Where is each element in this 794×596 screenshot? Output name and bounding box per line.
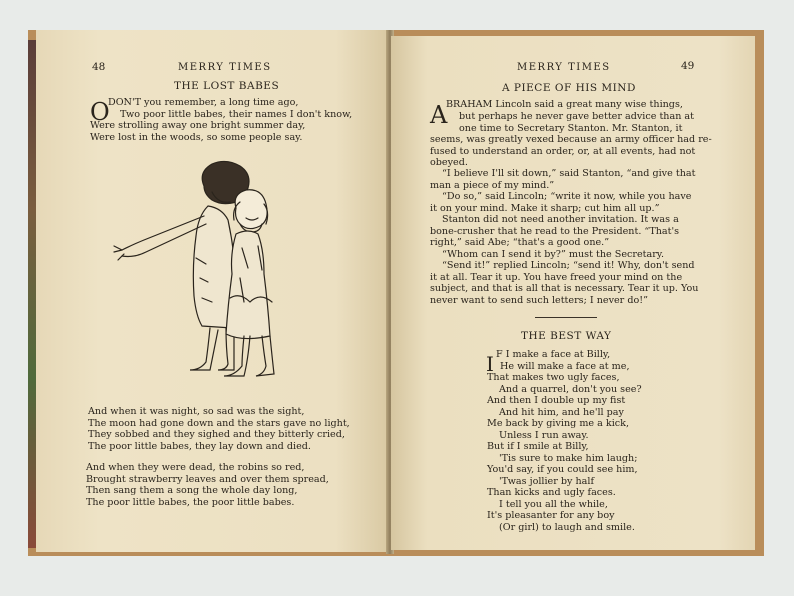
verse-line: He will make a face at me, xyxy=(500,360,630,372)
verse-line: Were lost in the woods, so some people say. xyxy=(90,131,303,143)
verse-line: DON'T you remember, a long time ago, xyxy=(108,97,299,108)
paragraph-line: Stanton did not need another invitation. It was a xyxy=(442,214,679,225)
verse-line: Two poor little babes, their names I don't know, xyxy=(120,108,353,120)
paragraph-line: never want to send such letters; I never do!” xyxy=(430,294,648,306)
verse-line: The moon had gone down and the stars gave no light, xyxy=(88,417,350,429)
verse-line: I tell you all the while, xyxy=(499,498,608,510)
paragraph-line: it at all. Tear it up. You have freed your mind on the xyxy=(430,271,683,283)
lost-babes-drop-cap: O xyxy=(90,98,110,126)
paragraph-line: “Do so,” said Lincoln; “write it now, while you have xyxy=(442,191,692,202)
piece-of-mind-para-rest xyxy=(430,134,712,169)
left-running-head: MERRY TIMES xyxy=(178,62,272,73)
paragraph-line: obeyed. xyxy=(430,157,468,168)
verse-line: And when they were dead, the robins so red, xyxy=(86,462,305,473)
lost-babes-stanza-1 xyxy=(108,97,352,120)
best-way-drop-cap: I xyxy=(486,352,494,376)
right-running-head: MERRY TIMES xyxy=(517,62,611,73)
verse-line: And when it was night, so sad was the sight, xyxy=(88,406,305,417)
paragraph-line: bone-crusher that he read to the President. “That's xyxy=(430,225,680,237)
lost-babes-illustration xyxy=(112,158,302,390)
verse-line: They sobbed and they sighed and they bitterly cried, xyxy=(88,429,345,440)
paragraph-line: it on your mind. Make it sharp; cut him all up.” xyxy=(430,202,660,214)
lost-babes-title: THE LOST BABES xyxy=(174,80,280,92)
paragraph-line: seems, was greatly vexed because an army officer had re- xyxy=(430,134,712,145)
lost-babes-stanza-3 xyxy=(86,462,329,508)
verse-line: But if I smile at Billy, xyxy=(487,441,589,452)
best-way-poem-head xyxy=(496,349,630,372)
section-divider xyxy=(535,317,597,318)
paragraph-line: right,” said Abe; “that's a good one.” xyxy=(430,237,610,248)
verse-line: Unless I run away. xyxy=(499,429,589,441)
verse-line: The poor little babes, they lay down and died. xyxy=(88,440,311,452)
verse-line: Brought strawberry leaves and over them spread, xyxy=(86,473,329,485)
verse-line: Than kicks and ugly faces. xyxy=(487,487,616,498)
paragraph-line: “Whom can I send it by?” must the Secretary. xyxy=(442,248,665,260)
piece-of-mind-dialogue xyxy=(430,168,698,306)
lost-babes-stanza-2 xyxy=(88,406,350,452)
piece-of-mind-drop-cap: A xyxy=(430,101,448,129)
piece-of-mind-para-indented xyxy=(459,111,694,134)
verse-line: Were strolling away one bright summer day, xyxy=(90,120,306,131)
right-page-number: 49 xyxy=(681,60,695,72)
verse-line: And then I double up my fist xyxy=(487,395,626,406)
verse-line: (Or girl) to laugh and smile. xyxy=(499,521,635,533)
verse-line: You'd say, if you could see him, xyxy=(487,464,638,475)
paragraph-line: man a piece of my mind.” xyxy=(430,179,555,191)
verse-line: 'Tis sure to make him laugh; xyxy=(499,452,638,464)
verse-line: Then sang them a song the whole day long, xyxy=(86,485,298,496)
verse-line: The poor little babes, the poor little babes. xyxy=(86,496,295,508)
verse-line: That makes two ugly faces, xyxy=(487,372,620,383)
verse-line: F I make a face at Billy, xyxy=(496,349,611,360)
best-way-title: THE BEST WAY xyxy=(521,330,612,342)
paragraph-line: fused to understand an order, or, at all events, had not xyxy=(430,145,696,157)
verse-line: Me back by giving me a kick, xyxy=(487,418,630,429)
paragraph-line: subject, and that is all that is necessary. Tear it up. You xyxy=(430,283,699,294)
paragraph-line: “I believe I'll sit down,” said Stanton, “and give that xyxy=(442,168,696,179)
verse-line: 'Twas jollier by half xyxy=(499,475,594,487)
lost-babes-stanza-1-cont xyxy=(90,120,305,143)
paragraph-line: one time to Secretary Stanton. Mr. Stanton, it xyxy=(459,122,683,134)
verse-line: And a quarrel, don't you see? xyxy=(499,383,642,395)
verse-line: And hit him, and he'll pay xyxy=(499,406,624,418)
verse-line: It's pleasanter for any boy xyxy=(487,510,615,521)
piece-of-mind-title: A PIECE OF HIS MIND xyxy=(502,82,636,94)
paragraph-line: BRAHAM Lincoln said a great many wise things, xyxy=(446,99,683,110)
paragraph-line: “Send it!” replied Lincoln; “send it! Why, don't send xyxy=(442,260,695,271)
left-page-number: 48 xyxy=(92,61,106,73)
best-way-poem-body xyxy=(487,372,642,533)
paragraph-line: but perhaps he never gave better advice than at xyxy=(459,111,694,122)
